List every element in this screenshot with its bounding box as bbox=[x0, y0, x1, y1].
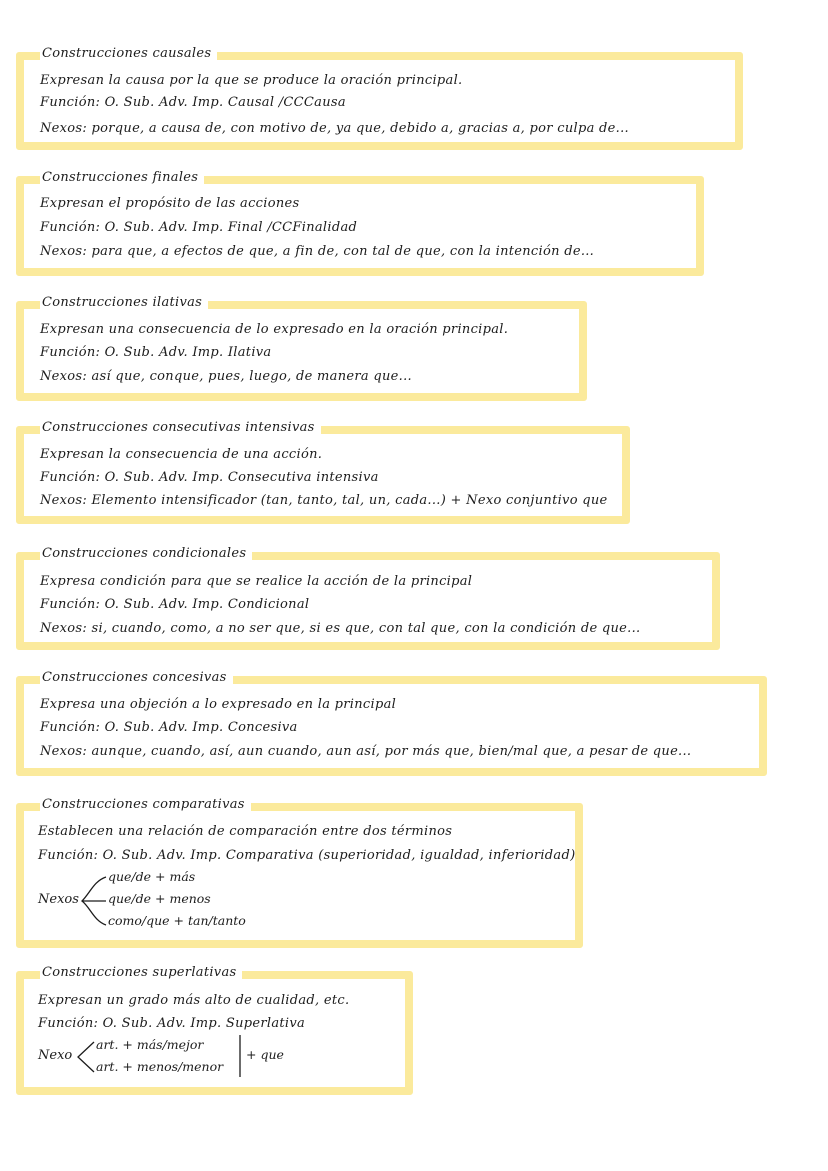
section-title: Construcciones ilativas bbox=[40, 295, 208, 310]
nexos-line: Nexos: para que, a efectos de que, a fin de, con tal de que, con la intención de... bbox=[40, 244, 595, 259]
branch-item: que/de + más bbox=[108, 869, 196, 884]
definition-line: Expresan un grado más alto de cualidad, etc. bbox=[38, 993, 350, 1008]
section-title: Construcciones comparativas bbox=[40, 797, 251, 812]
section-consecutivas-intensivas bbox=[16, 420, 630, 524]
bracket-branch-icon bbox=[76, 1039, 96, 1075]
nexos-line: Nexos: si, cuando, como, a no ser que, si es que, con tal que, con la condición de que... bbox=[40, 621, 641, 636]
nexos-line: Nexos: porque, a causa de, con motivo de, ya que, debido a, gracias a, por culpa de... bbox=[40, 121, 629, 136]
branch-item: art. + menos/menor bbox=[96, 1059, 224, 1074]
divider-bar-icon bbox=[238, 1035, 242, 1077]
definition-line: Establecen una relación de comparación entre dos términos bbox=[38, 824, 453, 839]
nexos-line: Nexos: así que, conque, pues, luego, de manera que... bbox=[40, 369, 412, 384]
section-comparativas bbox=[16, 797, 583, 948]
section-superlativas bbox=[16, 965, 413, 1095]
section-title: Construcciones causales bbox=[40, 46, 217, 61]
function-line: Función: O. Sub. Adv. Imp. Comparativa (superioridad, igualdad, inferioridad) bbox=[38, 848, 576, 863]
section-title: Construcciones finales bbox=[40, 170, 204, 185]
nexos-label: Nexos bbox=[38, 892, 79, 907]
function-line: Función: O. Sub. Adv. Imp. Concesiva bbox=[40, 720, 298, 735]
definition-line: Expresa condición para que se realice la acción de la principal bbox=[40, 574, 473, 589]
function-line: Función: O. Sub. Adv. Imp. Ilativa bbox=[40, 345, 272, 360]
function-line: Función: O. Sub. Adv. Imp. Condicional bbox=[40, 597, 310, 612]
definition-line: Expresan la causa por la que se produce la oración principal. bbox=[40, 73, 463, 88]
function-line: Función: O. Sub. Adv. Imp. Superlativa bbox=[38, 1016, 306, 1031]
section-condicionales bbox=[16, 546, 720, 650]
section-causales bbox=[16, 46, 743, 150]
section-title: Construcciones superlativas bbox=[40, 965, 242, 980]
function-line: Función: O. Sub. Adv. Imp. Causal /CCCausa bbox=[40, 95, 346, 110]
section-title: Construcciones condicionales bbox=[40, 546, 252, 561]
bracket-branch-icon bbox=[80, 873, 108, 929]
suffix-que: + que bbox=[246, 1047, 284, 1062]
section-finales bbox=[16, 170, 704, 276]
definition-line: Expresa una objeción a lo expresado en la principal bbox=[40, 697, 397, 712]
section-ilativas bbox=[16, 295, 587, 401]
definition-line: Expresan una consecuencia de lo expresado en la oración principal. bbox=[40, 322, 509, 337]
definition-line: Expresan el propósito de las acciones bbox=[40, 196, 300, 211]
branch-item: que/de + menos bbox=[108, 891, 211, 906]
nexos-line: Nexos: aunque, cuando, así, aun cuando, aun así, por más que, bien/mal que, a pesar de que... bbox=[40, 744, 692, 759]
function-line: Función: O. Sub. Adv. Imp. Final /CCFinalidad bbox=[40, 220, 358, 235]
nexos-line: Nexos: Elemento intensificador (tan, tanto, tal, un, cada...) + Nexo conjuntivo que bbox=[40, 493, 608, 508]
nexos-label: Nexo bbox=[38, 1048, 73, 1063]
function-line: Función: O. Sub. Adv. Imp. Consecutiva intensiva bbox=[40, 470, 379, 485]
section-title: Construcciones concesivas bbox=[40, 670, 233, 685]
branch-item: art. + más/mejor bbox=[96, 1037, 204, 1052]
section-title: Construcciones consecutivas intensivas bbox=[40, 420, 321, 435]
branch-item: como/que + tan/tanto bbox=[108, 913, 246, 928]
definition-line: Expresan la consecuencia de una acción. bbox=[40, 447, 323, 462]
section-concesivas bbox=[16, 670, 767, 776]
